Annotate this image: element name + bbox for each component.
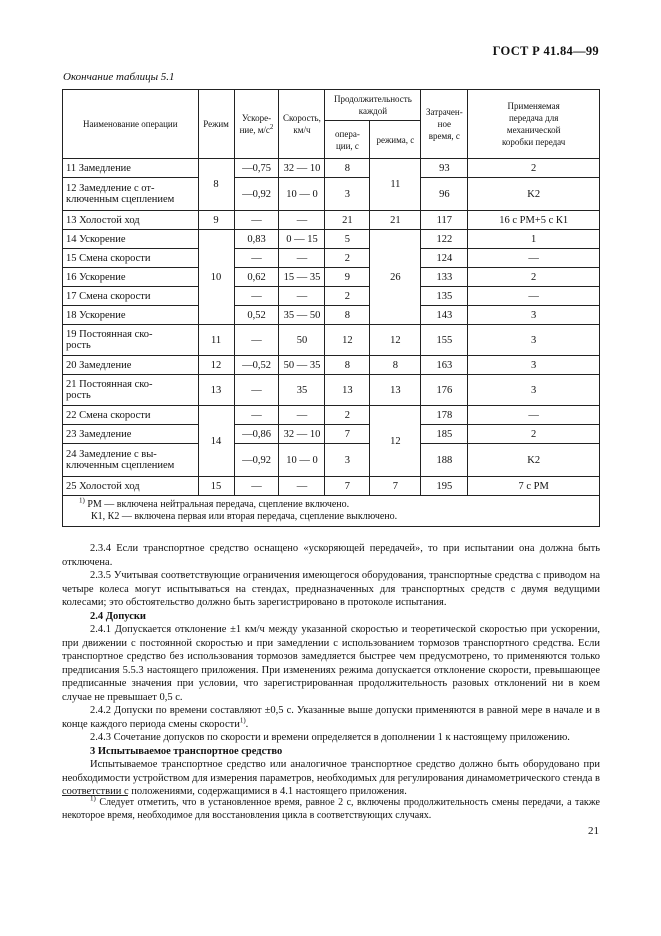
cell-op: 2	[325, 406, 370, 425]
cell-time: 163	[421, 356, 468, 375]
cell-time: 133	[421, 268, 468, 287]
cell-gear: 3	[468, 325, 600, 356]
cell-speed: 10 — 0	[279, 444, 325, 477]
cell-speed: 10 — 0	[279, 178, 325, 211]
col-header-op: опера- ции, с	[325, 121, 370, 159]
cell-gear: 2	[468, 159, 600, 178]
table-row	[63, 268, 600, 287]
cell-accel: —	[234, 211, 279, 230]
cell-speed: —	[279, 211, 325, 230]
cell-op: 8	[325, 159, 370, 178]
cell-accel: —0,86	[234, 425, 279, 444]
table-row	[63, 325, 600, 356]
page-footnote-marker: 1)	[90, 794, 96, 803]
cell-time: 195	[421, 477, 468, 496]
paragraph-2-4-3: 2.4.3 Сочетание допусков по скорости и времени определяется в дополнении 1 к настоящему приложению.	[90, 732, 570, 743]
cell-op: 2	[325, 287, 370, 306]
cell-op: 7	[325, 477, 370, 496]
cell-op: 3	[325, 178, 370, 211]
cell-accel: —0,52	[234, 356, 279, 375]
cell-op: 2	[325, 249, 370, 268]
cell-mode: 12	[198, 356, 234, 375]
cell-name: 14 Ускорение	[63, 230, 199, 249]
table-row	[63, 211, 600, 230]
cell-regime: 21	[370, 211, 421, 230]
table-row	[63, 444, 600, 477]
cell-name: 19 Постоянная ско- рость	[63, 325, 199, 356]
cell-mode: 13	[198, 375, 234, 406]
cell-op: 5	[325, 230, 370, 249]
cell-gear: 2	[468, 268, 600, 287]
cell-time: 122	[421, 230, 468, 249]
footnote-reference: 1)	[239, 716, 246, 724]
cell-gear: 3	[468, 306, 600, 325]
cell-speed: —	[279, 477, 325, 496]
cell-gear: 3	[468, 375, 600, 406]
table-row	[63, 375, 600, 406]
table-row	[63, 356, 600, 375]
page-number: 21	[588, 825, 599, 837]
cell-accel: —	[234, 249, 279, 268]
cell-name: 22 Смена скорости	[63, 406, 199, 425]
cell-accel: 0,52	[234, 306, 279, 325]
table-footnote-marker: 1)	[79, 496, 85, 505]
cell-name: 12 Замедление с от- ключенным сцеплением	[63, 178, 199, 211]
cell-gear: —	[468, 249, 600, 268]
table-row	[63, 249, 600, 268]
table-row	[63, 159, 600, 178]
cell-mode: 14	[198, 406, 234, 477]
data-table	[62, 89, 600, 527]
table-row	[63, 178, 600, 211]
paragraph-2-4-2	[62, 704, 600, 731]
cell-accel: —0,75	[234, 159, 279, 178]
cell-speed: 32 — 10	[279, 159, 325, 178]
cell-gear: —	[468, 406, 600, 425]
cell-speed: 32 — 10	[279, 425, 325, 444]
cell-op: 21	[325, 211, 370, 230]
cell-time: 188	[421, 444, 468, 477]
cell-time: 124	[421, 249, 468, 268]
cell-name: 24 Замедление с вы- ключенным сцеплением	[63, 444, 199, 477]
cell-accel: —	[234, 406, 279, 425]
table-footnote-row	[63, 496, 600, 527]
col-header-regime: режима, с	[370, 121, 421, 159]
cell-speed: —	[279, 406, 325, 425]
cell-speed: 50	[279, 325, 325, 356]
cell-mode: 10	[198, 230, 234, 325]
cell-op: 13	[325, 375, 370, 406]
cell-op: 9	[325, 268, 370, 287]
table-row	[63, 230, 600, 249]
cell-speed: 50 — 35	[279, 356, 325, 375]
table-footnote-line-2: К1, К2 — включена первая или вторая передача, сцепление выключено.	[91, 511, 398, 522]
cell-name: 18 Ускорение	[63, 306, 199, 325]
cell-time: 176	[421, 375, 468, 406]
cell-regime: 7	[370, 477, 421, 496]
paragraph-2-3-5: 2.3.5 Учитывая соответствующие ограничения имеющегося оборудования, транспортные средства с приводом на четыре колеса могут испытываться на стендах, предназначенных для транспортных средств с двумя ведущими колесами; это обстоятельство должно быть зарегистрировано в протоколе испытания.	[62, 570, 600, 608]
table-footnote	[63, 496, 600, 527]
cell-op: 8	[325, 306, 370, 325]
cell-gear: K2	[468, 444, 600, 477]
cell-gear: 2	[468, 425, 600, 444]
cell-regime: 26	[370, 230, 421, 325]
table-row	[63, 306, 600, 325]
cell-regime: 13	[370, 375, 421, 406]
table-row	[63, 477, 600, 496]
table-row	[63, 425, 600, 444]
cell-speed: 0 — 15	[279, 230, 325, 249]
cell-name: 15 Смена скорости	[63, 249, 199, 268]
page-footnote-text: Следует отметить, что в установленное время, равное 2 с, включены продолжительность смены передачи, а также некоторое время, необходимое для восстановления цикла в соответствующих случаях.	[62, 797, 600, 821]
cell-regime: 12	[370, 406, 421, 477]
document-header: ГОСТ Р 41.84—99	[492, 44, 599, 58]
paragraph-2-4-1: 2.4.1 Допускается отклонение ±1 км/ч между указанной скоростью и теоретической скоростью при ускорении, при движении с постоянной скоростью и при замедлении с использованием тормозов транспортного средства. Если транспортное средство без использования тормозов замедляется быстрее чем предусмотрено, то применяются только предписания 5.5.3 настоящего приложения. При изменениях режима допускается отклонение скорости, превышающее предписанные значения при условии, что зарегистрированная продолжительность разовых отклонений ни в коем случае не превышает 0,5 с.	[62, 624, 600, 703]
cell-mode: 9	[198, 211, 234, 230]
cell-speed: 35	[279, 375, 325, 406]
cell-speed: 35 — 50	[279, 306, 325, 325]
cell-gear: —	[468, 287, 600, 306]
cell-time: 185	[421, 425, 468, 444]
cell-speed: —	[279, 287, 325, 306]
cell-regime: 11	[370, 159, 421, 211]
cell-name: 16 Ускорение	[63, 268, 199, 287]
cell-gear: 1	[468, 230, 600, 249]
cell-accel: —	[234, 477, 279, 496]
cell-name: 20 Замедление	[63, 356, 199, 375]
cell-gear: 16 с РМ+5 с К1	[468, 211, 600, 230]
cell-time: 143	[421, 306, 468, 325]
cell-regime: 12	[370, 325, 421, 356]
section-heading-2-4: 2.4 Допуски	[90, 610, 146, 622]
table-row	[63, 406, 600, 425]
section-heading-3: 3 Испытываемое транспортное средство	[90, 745, 283, 757]
cell-mode: 11	[198, 325, 234, 356]
table-caption: Окончание таблицы 5.1	[63, 71, 175, 83]
cell-gear: K2	[468, 178, 600, 211]
cell-gear: 3	[468, 356, 600, 375]
cell-accel: 0,62	[234, 268, 279, 287]
cell-speed: —	[279, 249, 325, 268]
cell-op: 3	[325, 444, 370, 477]
paragraph-2-3-4: 2.3.4 Если транспортное средство оснащено «ускоряющей передачей», то при испытании она должна быть отключена.	[62, 543, 600, 568]
cell-mode: 8	[198, 159, 234, 211]
body-text	[62, 542, 600, 799]
cell-regime: 8	[370, 356, 421, 375]
paragraph-2-4-2-end: .	[245, 718, 249, 730]
cell-time: 96	[421, 178, 468, 211]
paragraph-3: Испытываемое транспортное средство или аналогичное транспортное средство должно быть оборудовано при необходимости устройством для измерения параметров, необходимых для регулирования динамометрического стенда в соответствии с положениями, содержащимися в 4.1 настоящего приложения.	[62, 759, 600, 797]
cell-time: 135	[421, 287, 468, 306]
col-header-accel: Ускоре- ние, $м/с^2$	[234, 90, 279, 159]
cell-name: 25 Холостой ход	[63, 477, 199, 496]
table-header-row	[63, 90, 600, 121]
col-header-mode: Режим	[198, 90, 234, 159]
col-header-name: Наименование операции	[63, 90, 199, 159]
cell-time: 117	[421, 211, 468, 230]
cell-name: 21 Постоянная ско- рость	[63, 375, 199, 406]
cell-accel: —0,92	[234, 444, 279, 477]
table-footnote-line-1: РМ — включена нейтральная передача, сцепление включено.	[87, 499, 350, 510]
cell-op: 8	[325, 356, 370, 375]
cell-accel: 0,83	[234, 230, 279, 249]
cell-accel: —	[234, 287, 279, 306]
cell-time: 178	[421, 406, 468, 425]
col-header-speed: Скорость, км/ч	[279, 90, 325, 159]
cell-mode: 15	[198, 477, 234, 496]
cell-accel: —	[234, 325, 279, 356]
cell-time: 93	[421, 159, 468, 178]
paragraph-2-4-2-text: 2.4.2 Допуски по времени составляют ±0,5 с. Указанные выше допуски применяются в равной мере в начале и в конце каждого периода смены скорости	[62, 705, 600, 730]
cell-name: 11 Замедление	[63, 159, 199, 178]
table-row	[63, 287, 600, 306]
page-footnote	[62, 796, 600, 822]
col-header-time: Затрачен- ное время, с	[421, 90, 468, 159]
col-header-duration: Продолжительность каждой	[325, 90, 421, 121]
cell-accel: —0,92	[234, 178, 279, 211]
cell-gear: 7 с РМ	[468, 477, 600, 496]
cell-op: 7	[325, 425, 370, 444]
cell-name: 13 Холостой ход	[63, 211, 199, 230]
cell-op: 12	[325, 325, 370, 356]
cell-name: 23 Замедление	[63, 425, 199, 444]
col-header-gear: Применяемая передача для механической коробки передач	[468, 90, 600, 159]
cell-time: 155	[421, 325, 468, 356]
cell-name: 17 Смена скорости	[63, 287, 199, 306]
cell-speed: 15 — 35	[279, 268, 325, 287]
cell-accel: —	[234, 375, 279, 406]
